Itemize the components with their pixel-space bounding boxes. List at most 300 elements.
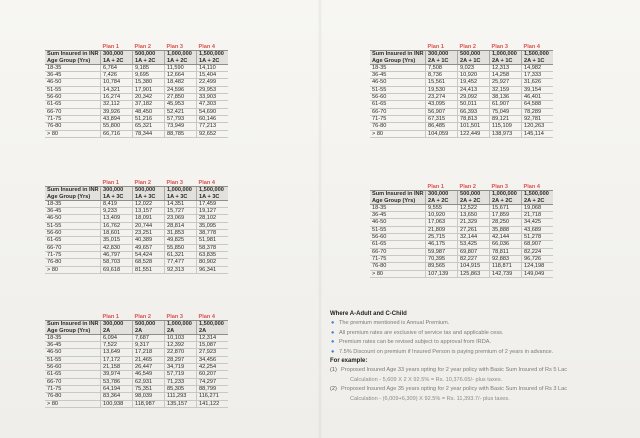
premium-cell: 18,091: [133, 215, 165, 222]
premium-cell: 57,793: [165, 115, 197, 122]
table-row: [370, 94, 553, 101]
table-row: [45, 378, 228, 385]
premium-cell: 27,923: [197, 349, 229, 356]
sum-insured-value: 300,000: [101, 321, 133, 328]
premium-cell: 14,258: [490, 72, 522, 79]
example-calculation: Calculation - 5,609 X 2 X 92.5% = Rs. 10,376.65/- plus taxes.: [350, 376, 503, 383]
premium-cell: 23,251: [133, 230, 165, 237]
premium-cell: 14,321: [101, 86, 133, 93]
family-type: 2A + 1C: [490, 58, 522, 65]
family-type: 2A + 2C: [490, 198, 522, 205]
family-type: 2A + 1C: [426, 58, 458, 65]
table-row: [45, 364, 228, 371]
premium-cell: 49,825: [165, 237, 197, 244]
premium-cell: 17,859: [490, 212, 522, 219]
premium-cell: 28,297: [165, 356, 197, 363]
premium-cell: 10,784: [101, 79, 133, 86]
premium-cell: 21,158: [101, 364, 133, 371]
age-group-cell: > 80: [45, 400, 101, 407]
sum-insured-value: 300,000: [101, 187, 133, 194]
plan-header: Plan 1: [427, 44, 444, 50]
premium-table-2a: [45, 314, 228, 408]
premium-cell: 80,902: [197, 259, 229, 266]
age-group-cell: 76-80: [370, 263, 426, 270]
sum-insured-label: Sum Insured in INR: [47, 51, 99, 58]
premium-cell: 85,305: [165, 385, 197, 392]
table-row: [45, 237, 228, 244]
premium-cell: 35,095: [197, 222, 229, 229]
premium-cell: 118,871: [490, 263, 522, 270]
table-row: [370, 101, 553, 108]
age-group-cell: 61-65: [370, 101, 426, 108]
premium-cell: 46,401: [522, 94, 554, 101]
premium-cell: 25,927: [490, 79, 522, 86]
premium-cell: 57,719: [165, 371, 197, 378]
sum-insured-value: 1,000,000: [165, 187, 197, 194]
premium-cell: 7,687: [133, 334, 165, 341]
premium-cell: 22,499: [197, 79, 229, 86]
premium-cell: 7,426: [101, 72, 133, 79]
age-group-cell: 76-80: [45, 123, 101, 130]
plan-header: Plan 2: [134, 314, 151, 320]
plan-header: Plan 2: [459, 44, 476, 50]
premium-cell: 54,424: [133, 251, 165, 258]
example-title: For example:: [330, 358, 368, 365]
family-type: 1A + 2C: [197, 58, 229, 65]
age-group-cell: > 80: [370, 270, 426, 277]
example-item: (1) Proposed Insured Age 33 years opting for 2 year policy with Basic Sum Insured of Rs 5 Lac: [330, 367, 568, 374]
premium-cell: 9,317: [133, 342, 165, 349]
premium-cell: 63,835: [197, 251, 229, 258]
age-group-cell: 51-55: [45, 356, 101, 363]
age-group-cell: 61-65: [370, 241, 426, 248]
age-group-label: Age Group (Yrs): [45, 58, 101, 65]
table-row: [370, 234, 553, 241]
notes-heading: Where A-Adult and C-Child: [330, 311, 407, 317]
sum-insured-value: 1,500,000: [522, 51, 554, 58]
family-type: 1A + 2C: [165, 58, 197, 65]
age-group-cell: 66-70: [45, 378, 101, 385]
premium-cell: 32,144: [458, 234, 490, 241]
premium-cell: 9,695: [133, 72, 165, 79]
premium-cell: 27,850: [165, 94, 197, 101]
premium-cell: 12,314: [197, 334, 229, 341]
table-row: [45, 400, 228, 407]
premium-cell: 56,907: [426, 108, 458, 115]
age-group-cell: 66-70: [370, 248, 426, 255]
premium-cell: 61,907: [490, 101, 522, 108]
premium-cell: 23,274: [426, 94, 458, 101]
premium-cell: 78,289: [522, 108, 554, 115]
premium-cell: 98,039: [133, 393, 165, 400]
sum-insured-value: 1,000,000: [165, 321, 197, 328]
premium-cell: 32,159: [490, 86, 522, 93]
family-type: 2A: [101, 328, 133, 335]
age-group-cell: 66-70: [45, 244, 101, 251]
premium-cell: 89,121: [490, 115, 522, 122]
premium-cell: 20,744: [133, 222, 165, 229]
age-group-label: Age Group (Yrs): [370, 198, 426, 205]
premium-cell: 26,447: [133, 364, 165, 371]
premium-cell: 48,450: [133, 108, 165, 115]
sum-insured-value: 500,000: [458, 191, 490, 198]
premium-cell: 17,333: [522, 72, 554, 79]
age-group-cell: 51-55: [45, 86, 101, 93]
age-group-cell: 36-45: [370, 212, 426, 219]
plan-header: Plan 1: [102, 44, 119, 50]
age-group-cell: > 80: [45, 130, 101, 137]
premium-cell: 39,926: [101, 108, 133, 115]
premium-cell: 39,974: [101, 371, 133, 378]
table-row: [370, 72, 553, 79]
premium-cell: 12,392: [165, 342, 197, 349]
age-group-cell: 51-55: [370, 226, 426, 233]
premium-cell: 104,915: [458, 263, 490, 270]
age-group-cell: 18-35: [45, 334, 101, 341]
age-group-cell: > 80: [370, 130, 426, 137]
age-group-cell: > 80: [45, 266, 101, 273]
premium-cell: 37,182: [133, 101, 165, 108]
premium-cell: 60,207: [197, 371, 229, 378]
sum-insured-label: Sum Insured in INR: [372, 51, 424, 58]
premium-cell: 96,341: [197, 266, 229, 273]
premium-cell: 58,703: [101, 259, 133, 266]
premium-cell: 21,465: [133, 356, 165, 363]
family-type: 2A + 1C: [522, 58, 554, 65]
premium-cell: 92,781: [522, 115, 554, 122]
table-row: [45, 356, 228, 363]
premium-cell: 14,982: [522, 64, 554, 71]
table-row: [45, 94, 228, 101]
premium-cell: 6,094: [101, 334, 133, 341]
premium-cell: 9,023: [458, 64, 490, 71]
age-group-label: Age Group (Yrs): [45, 328, 101, 335]
premium-cell: 9,555: [426, 204, 458, 211]
premium-cell: 104,059: [426, 130, 458, 137]
premium-cell: 35,888: [490, 226, 522, 233]
premium-cell: 49,657: [133, 244, 165, 251]
table-row: [370, 219, 553, 226]
sum-insured-value: 1,500,000: [197, 51, 229, 58]
premium-cell: 55,850: [165, 244, 197, 251]
premium-cell: 19,068: [522, 204, 554, 211]
sum-insured-value: 500,000: [133, 51, 165, 58]
premium-cell: 17,218: [133, 349, 165, 356]
premium-cell: 19,127: [197, 208, 229, 215]
table-row: [370, 241, 553, 248]
table-row: [45, 79, 228, 86]
premium-cell: 13,649: [101, 349, 133, 356]
premium-cell: 78,344: [133, 130, 165, 137]
premium-cell: 18,482: [165, 79, 197, 86]
premium-cell: 111,293: [165, 393, 197, 400]
age-group-cell: 71-75: [45, 385, 101, 392]
premium-cell: 12,664: [165, 72, 197, 79]
premium-cell: 15,671: [490, 204, 522, 211]
premium-cell: 34,456: [197, 356, 229, 363]
premium-cell: 82,227: [458, 255, 490, 262]
table-row: [45, 86, 228, 93]
age-group-cell: 46-50: [370, 219, 426, 226]
premium-cell: 28,814: [165, 222, 197, 229]
age-group-cell: 76-80: [45, 259, 101, 266]
premium-cell: 46,175: [426, 241, 458, 248]
family-type: 2A: [133, 328, 165, 335]
premium-cell: 51,216: [133, 115, 165, 122]
plan-header: Plan 3: [491, 44, 508, 50]
plan-header: Plan 4: [523, 44, 540, 50]
family-type: 2A + 2C: [458, 198, 490, 205]
premium-cell: 12,313: [490, 64, 522, 71]
table-row: [45, 230, 228, 237]
premium-cell: 32,112: [101, 101, 133, 108]
age-group-cell: 71-75: [370, 115, 426, 122]
premium-cell: 61,321: [165, 251, 197, 258]
age-group-cell: 66-70: [370, 108, 426, 115]
premium-cell: 45,953: [165, 101, 197, 108]
family-type: 2A + 2C: [426, 198, 458, 205]
age-group-cell: 46-50: [370, 79, 426, 86]
premium-cell: 15,561: [426, 79, 458, 86]
sum-insured-value: 1,500,000: [522, 191, 554, 198]
premium-cell: 12,022: [133, 200, 165, 207]
table-row: [45, 215, 228, 222]
premium-cell: 14,351: [165, 200, 197, 207]
plan-header: Plan 4: [198, 314, 215, 320]
age-group-cell: 36-45: [45, 342, 101, 349]
family-type: 1A + 3C: [165, 194, 197, 201]
note-item: ● Premium rates can be revised subject to approval from IRDA.: [330, 338, 630, 347]
age-group-cell: 36-45: [45, 72, 101, 79]
table-row: [45, 251, 228, 258]
premium-cell: 40,389: [133, 237, 165, 244]
premium-cell: 18,601: [101, 230, 133, 237]
premium-cell: 21,718: [522, 212, 554, 219]
premium-cell: 74,297: [197, 378, 229, 385]
premium-cell: 46,797: [101, 251, 133, 258]
premium-cell: 53,425: [458, 241, 490, 248]
premium-cell: 66,393: [458, 108, 490, 115]
premium-cell: 118,987: [133, 400, 165, 407]
table-row: [45, 64, 228, 71]
premium-cell: 13,157: [133, 208, 165, 215]
table-row: [45, 130, 228, 137]
premium-cell: 9,233: [101, 208, 133, 215]
sum-insured-value: 1,000,000: [490, 51, 522, 58]
premium-cell: 13,409: [101, 215, 133, 222]
premium-cell: 39,154: [522, 86, 554, 93]
table-row: [370, 108, 553, 115]
table-row: [45, 334, 228, 341]
premium-cell: 34,719: [165, 364, 197, 371]
premium-cell: 31,626: [522, 79, 554, 86]
premium-cell: 120,263: [522, 123, 554, 130]
premium-cell: 29,092: [458, 94, 490, 101]
premium-cell: 78,813: [458, 115, 490, 122]
table-row: [45, 349, 228, 356]
plan-header: Plan 1: [102, 314, 119, 320]
premium-cell: 66,716: [101, 130, 133, 137]
premium-cell: 52,421: [165, 108, 197, 115]
table-row: [45, 115, 228, 122]
premium-cell: 16,274: [101, 94, 133, 101]
premium-cell: 42,830: [101, 244, 133, 251]
premium-cell: 43,095: [426, 101, 458, 108]
age-group-cell: 36-45: [370, 72, 426, 79]
premium-cell: 17,459: [197, 200, 229, 207]
premium-cell: 38,136: [490, 94, 522, 101]
premium-cell: 42,254: [197, 364, 229, 371]
age-group-cell: 56-60: [370, 234, 426, 241]
table-row: [45, 385, 228, 392]
age-group-cell: 76-80: [370, 123, 426, 130]
premium-cell: 68,528: [133, 259, 165, 266]
age-group-cell: 76-80: [45, 393, 101, 400]
premium-cell: 9,185: [133, 64, 165, 71]
premium-cell: 14,110: [197, 64, 229, 71]
table-row: [370, 263, 553, 270]
notes-list: [330, 319, 630, 357]
age-group-cell: 18-35: [45, 200, 101, 207]
premium-cell: 10,920: [426, 212, 458, 219]
table-row: [370, 79, 553, 86]
premium-cell: 92,313: [165, 266, 197, 273]
premium-cell: 88,799: [197, 385, 229, 392]
plan-header: Plan 4: [198, 44, 215, 50]
premium-cell: 7,522: [101, 342, 133, 349]
premium-table-2a-1c: [370, 44, 553, 138]
plan-header: Plan 2: [134, 44, 151, 50]
age-group-cell: 46-50: [45, 79, 101, 86]
table-row: [45, 244, 228, 251]
family-type: 1A + 2C: [101, 58, 133, 65]
premium-cell: 31,853: [165, 230, 197, 237]
family-type: 1A + 3C: [197, 194, 229, 201]
premium-cell: 8,419: [101, 200, 133, 207]
premium-cell: 34,425: [522, 219, 554, 226]
table-row: [45, 101, 228, 108]
premium-cell: 145,114: [522, 130, 554, 137]
premium-cell: 77,213: [197, 123, 229, 130]
premium-cell: 54,690: [197, 108, 229, 115]
family-type: 2A + 2C: [522, 198, 554, 205]
table-row: [45, 123, 228, 130]
premium-cell: 38,778: [197, 230, 229, 237]
premium-cell: 142,739: [490, 270, 522, 277]
plan-header: Plan 3: [491, 184, 508, 190]
family-type: 1A + 2C: [133, 58, 165, 65]
family-type: 2A: [197, 328, 229, 335]
age-group-cell: 46-50: [45, 349, 101, 356]
premium-cell: 46,549: [133, 371, 165, 378]
sum-insured-value: 1,000,000: [490, 191, 522, 198]
family-type: 2A: [165, 328, 197, 335]
premium-cell: 71,233: [165, 378, 197, 385]
premium-cell: 15,087: [197, 342, 229, 349]
premium-cell: 21,329: [458, 219, 490, 226]
age-group-cell: 71-75: [45, 115, 101, 122]
family-type: 2A + 1C: [458, 58, 490, 65]
premium-cell: 83,364: [101, 393, 133, 400]
premium-cell: 92,652: [197, 130, 229, 137]
premium-cell: 19,530: [426, 86, 458, 93]
premium-cell: 51,981: [197, 237, 229, 244]
premium-cell: 13,650: [458, 212, 490, 219]
premium-cell: 107,139: [426, 270, 458, 277]
age-group-label: Age Group (Yrs): [45, 194, 101, 201]
premium-cell: 53,786: [101, 378, 133, 385]
premium-cell: 86,485: [426, 123, 458, 130]
table-row: [45, 259, 228, 266]
sum-insured-label: Sum Insured in INR: [372, 191, 424, 198]
table-row: [45, 393, 228, 400]
note-item: ● 7.5% Discount on premium if Insured Person is paying premium of 2 years in advance.: [330, 348, 630, 357]
premium-cell: 138,973: [490, 130, 522, 137]
plan-header: Plan 2: [134, 180, 151, 186]
age-group-cell: 18-35: [370, 64, 426, 71]
premium-cell: 69,618: [101, 266, 133, 273]
age-group-cell: 71-75: [370, 255, 426, 262]
page-fold: [318, 0, 322, 438]
table-row: [370, 226, 553, 233]
age-group-cell: 71-75: [45, 251, 101, 258]
plan-header: Plan 3: [166, 314, 183, 320]
sum-insured-value: 300,000: [426, 191, 458, 198]
premium-cell: 21,809: [426, 226, 458, 233]
family-type: 1A + 3C: [101, 194, 133, 201]
premium-cell: 115,109: [490, 123, 522, 130]
table-row: [45, 371, 228, 378]
table-row: [370, 86, 553, 93]
sum-insured-value: 300,000: [101, 51, 133, 58]
age-group-cell: 56-60: [370, 94, 426, 101]
premium-cell: 17,901: [133, 86, 165, 93]
bullet-icon: ●: [331, 329, 335, 336]
bullet-icon: ●: [331, 348, 335, 355]
premium-cell: 70,395: [426, 255, 458, 262]
age-group-cell: 18-35: [45, 64, 101, 71]
table-row: [45, 108, 228, 115]
premium-cell: 19,452: [458, 79, 490, 86]
premium-cell: 78,811: [490, 248, 522, 255]
premium-cell: 124,198: [522, 263, 554, 270]
premium-cell: 100,938: [101, 400, 133, 407]
premium-cell: 23,069: [165, 215, 197, 222]
premium-cell: 25,715: [426, 234, 458, 241]
premium-cell: 24,413: [458, 86, 490, 93]
age-group-cell: 51-55: [370, 86, 426, 93]
notes-section: [330, 310, 630, 404]
table-row: [45, 208, 228, 215]
plan-header: Plan 4: [523, 184, 540, 190]
premium-cell: 96,726: [522, 255, 554, 262]
premium-cell: 43,894: [101, 115, 133, 122]
premium-cell: 58,378: [197, 244, 229, 251]
premium-cell: 75,049: [490, 108, 522, 115]
table-row: [370, 115, 553, 122]
bullet-icon: ●: [331, 339, 335, 346]
plan-header: Plan 3: [166, 44, 183, 50]
premium-cell: 24,596: [165, 86, 197, 93]
table-row: [45, 222, 228, 229]
age-group-cell: 56-60: [45, 364, 101, 371]
age-group-cell: 61-65: [45, 237, 101, 244]
age-group-cell: 61-65: [45, 101, 101, 108]
table-row: [370, 130, 553, 137]
premium-cell: 35,015: [101, 237, 133, 244]
age-group-cell: 56-60: [45, 230, 101, 237]
table-row: [45, 266, 228, 273]
